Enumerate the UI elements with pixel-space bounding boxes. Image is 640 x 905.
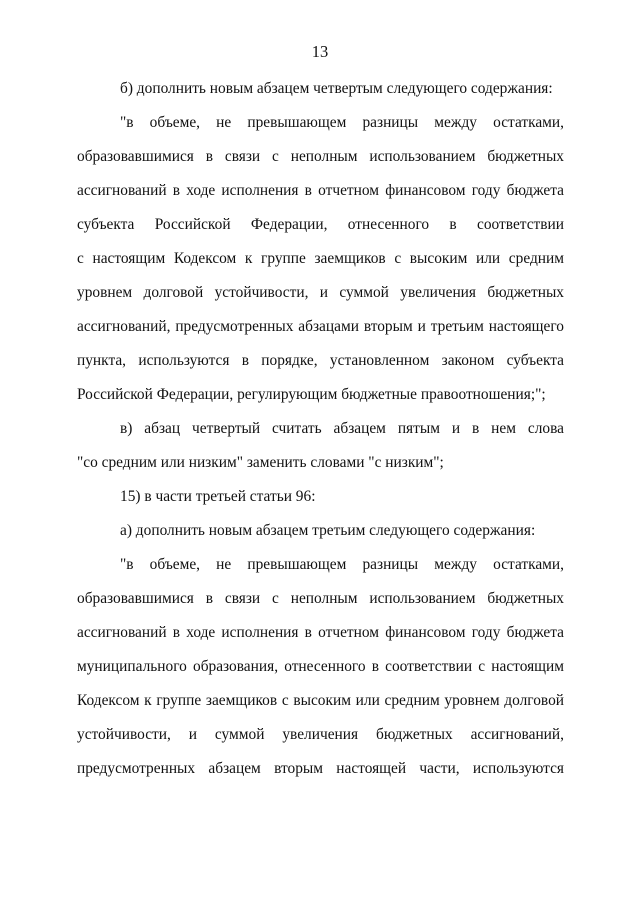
- text-line: Кодексом к группе заемщиков с высоким или средним уровнем долговой: [77, 692, 564, 709]
- text-line: ассигнований, предусмотренных абзацами вторым и третьим настоящего: [77, 318, 564, 335]
- paragraph-amendment-c: [77, 412, 564, 480]
- paragraph-quote-municipal: [77, 548, 564, 786]
- text-line: Российской Федерации, регулирующим бюджетные правоотношения;";: [77, 386, 546, 403]
- text-line: с настоящим Кодексом к группе заемщиков с высоким или средним: [77, 250, 564, 267]
- paragraph-quote-subject: [77, 106, 564, 412]
- text-line: а) дополнить новым абзацем третьим следующего содержания:: [120, 522, 536, 539]
- document-body: [77, 72, 564, 786]
- text-line: устойчивости, и суммой увеличения бюджетных ассигнований,: [77, 726, 564, 743]
- text-line: в) абзац четвертый считать абзацем пятым и в нем слова: [120, 420, 564, 437]
- text-line: 15) в части третьей статьи 96:: [120, 488, 316, 505]
- text-line: предусмотренных абзацем вторым настоящей части, используются: [77, 760, 564, 777]
- text-line: "со средним или низким" заменить словами "с низким";: [77, 454, 444, 471]
- text-line: образовавшимися в связи с неполным использованием бюджетных: [77, 590, 564, 607]
- page-number: 13: [311, 42, 329, 61]
- text-line: субъекта Российской Федерации, отнесенного в соответствии: [77, 216, 564, 233]
- text-line: б) дополнить новым абзацем четвертым следующего содержания:: [120, 80, 553, 97]
- text-line: ассигнований в ходе исполнения в отчетном финансовом году бюджета: [77, 182, 564, 199]
- text-line: "в объеме, не превышающем разницы между остатками,: [120, 556, 564, 573]
- paragraph-item-15: [77, 480, 564, 514]
- paragraph-amendment-a: [77, 514, 564, 548]
- text-line: пункта, используются в порядке, установленном законом субъекта: [77, 352, 564, 369]
- text-line: "в объеме, не превышающем разницы между остатками,: [120, 114, 564, 131]
- text-line: уровнем долговой устойчивости, и суммой увеличения бюджетных: [77, 284, 564, 301]
- text-line: ассигнований в ходе исполнения в отчетном финансовом году бюджета: [77, 624, 564, 641]
- text-line: муниципального образования, отнесенного в соответствии с настоящим: [77, 658, 564, 675]
- paragraph-amendment-b: [77, 72, 564, 106]
- text-line: образовавшимися в связи с неполным использованием бюджетных: [77, 148, 564, 165]
